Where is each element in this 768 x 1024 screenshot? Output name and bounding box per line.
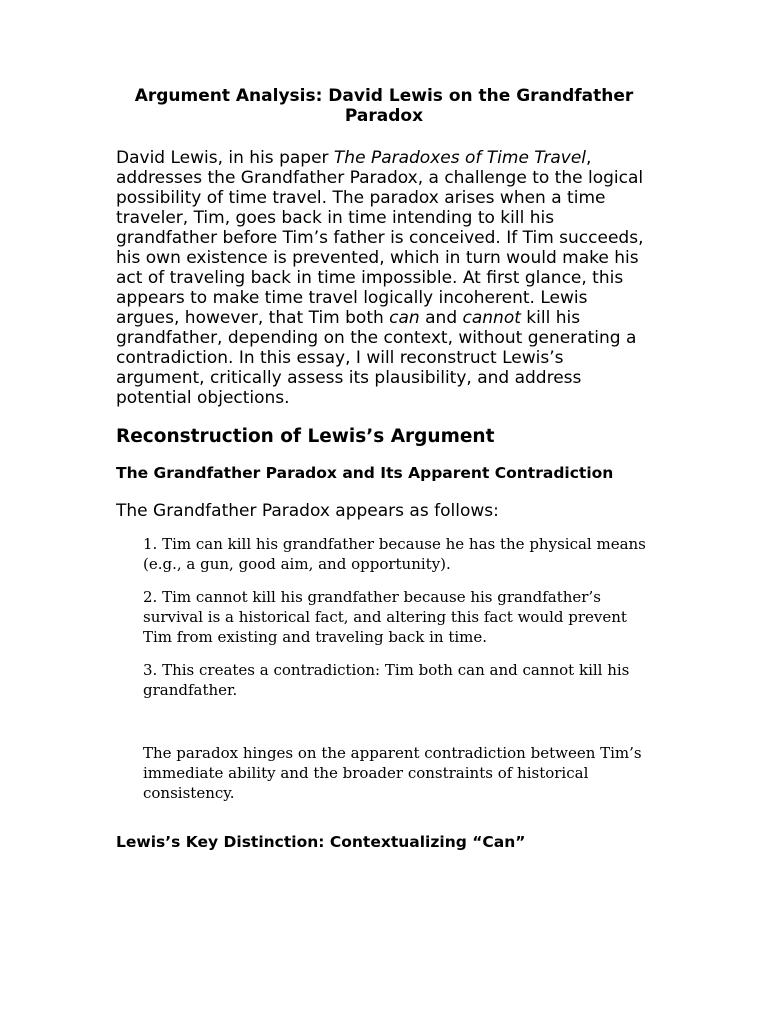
paradox-step-2: 2. Tim cannot kill his grandfather because his grandfather’s survival is a historical fact, and altering this fact would prevent Tim from existing and traveling back in time. (143, 588, 627, 646)
intro-text-4: kill his grandfather, depending on the context, without generating a contradiction. In this essay, I will reconstruct Lewis’s argument, critically assess its plausibility, and address potential objections. (116, 308, 637, 408)
intro-text-2: , addresses the Grandfather Paradox, a challenge to the logical possibility of time travel. The paradox arises when a time traveler, Tim, goes back in time intending to kill his grandfather before Tim’s father is conceived. If Tim succeeds, his own existence is prevented, which in turn would make his act of traveling back in time impossible. At first glance, this appears to make time travel logically incoherent. Lewis argues, however, that Tim both (116, 148, 644, 328)
paradox-step-3: 3. This creates a contradiction: Tim both can and cannot kill his grandfather. (143, 661, 630, 699)
subsection-heading: The Grandfather Paradox and Its Apparent Contradiction (116, 464, 614, 482)
next-subsection-heading: Lewis’s Key Distinction: Contextualizing “Can” (116, 833, 526, 851)
paradox-lead: The Grandfather Paradox appears as follows: (116, 501, 499, 521)
intro-text-1: David Lewis, in his paper (116, 148, 334, 168)
document-title: Argument Analysis: David Lewis on the Grandfather Paradox (134, 86, 634, 126)
paradox-step-1: 1. Tim can kill his grandfather because he has the physical means (e.g., a gun, good aim, and opportunity). (143, 535, 646, 573)
paper-title: The Paradoxes of Time Travel (333, 148, 587, 168)
paradox-note: The paradox hinges on the apparent contradiction between Tim’s immediate ability and the broader constraints of historical consistency. (143, 744, 642, 802)
intro-paragraph (116, 148, 652, 408)
emphasis-can: can (389, 308, 420, 328)
emphasis-cannot: cannot (462, 308, 521, 328)
paradox-steps (116, 534, 652, 700)
section-heading: Reconstruction of Lewis’s Argument (116, 426, 495, 447)
intro-text-3: and (419, 308, 463, 328)
